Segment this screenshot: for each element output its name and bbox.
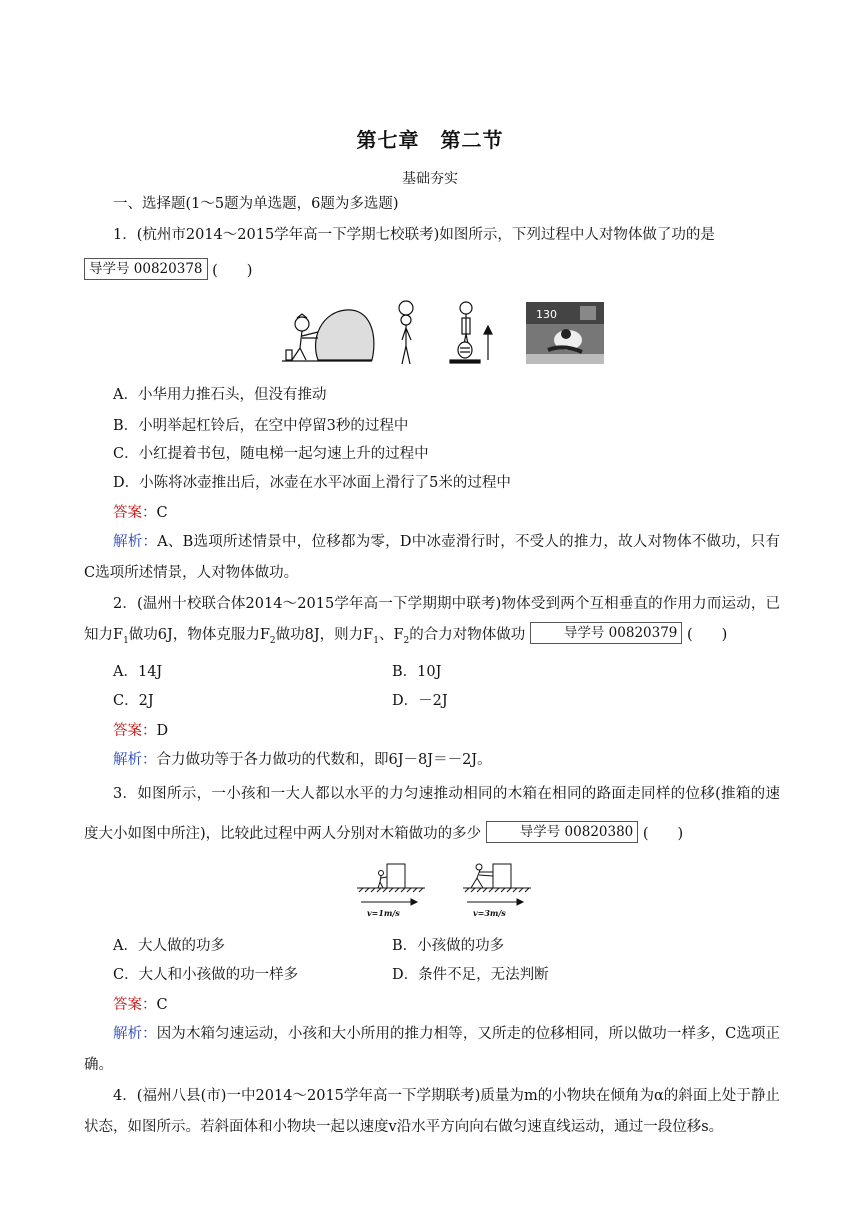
- page-subtitle: 基础夯实: [402, 171, 458, 187]
- curling-board-number: 130: [536, 308, 557, 321]
- q3-paren: ( ): [642, 826, 684, 842]
- analysis-label: 解析：: [113, 1026, 157, 1042]
- q1-guide-number: 导学号 00820378: [84, 258, 208, 280]
- q2-guide-number: 导学号 00820379: [530, 622, 683, 644]
- q3-label-child: v=1m/s: [367, 908, 400, 918]
- q3-option-d: D．条件不足，无法判断: [392, 967, 549, 983]
- q2-option-b: B．10J: [392, 664, 442, 680]
- answer-value: C: [156, 997, 168, 1013]
- q2-stem: [84, 589, 780, 657]
- scene-adult-push: [463, 864, 531, 905]
- q3-label-adult: v=3m/s: [473, 908, 506, 918]
- q3-option-a: A．大人做的功多: [113, 938, 225, 954]
- q2-stem-part: 做功8J，则力F: [275, 627, 374, 643]
- q3-analysis: [84, 1019, 780, 1081]
- q2-analysis: [113, 750, 492, 770]
- q2-stem-part: 做功6J，物体克服力F: [128, 627, 270, 643]
- analysis-text: 因为木箱匀速运动，小孩和大小所用的推力相等，又所走的位移相同，所以做功一样多，C选项正确。: [84, 1026, 781, 1073]
- q2-paren: ( ): [687, 627, 728, 643]
- q3-stem: [84, 774, 780, 854]
- scene-child-push: [357, 864, 425, 905]
- answer-label: 答案：: [113, 997, 157, 1013]
- scene-carry-bag: [450, 302, 492, 363]
- q1-stem: 1．(杭州市2014～2015学年高一下学期七校联考)如图所示，下列过程中人对物体做了功的是: [113, 227, 715, 243]
- q1-option-d: D．小陈将冰壶推出后，冰壶在水平冰面上滑行了5米的过程中: [113, 475, 511, 491]
- page-title: 第七章 第二节: [356, 128, 504, 152]
- subscript: 1: [373, 635, 379, 646]
- subscript: 2: [269, 635, 276, 646]
- q3-option-b: B．小孩做的功多: [392, 938, 505, 954]
- q1-option-b: B．小明举起杠铃后，在空中停留3秒的过程中: [113, 418, 409, 434]
- answer-value: D: [156, 723, 169, 739]
- analysis-text: A、B选项所述情景中，位移都为零，D中冰壶滑行时，不受人的推力，故人对物体不做功，只有C选项所述情景，人对物体做功。: [84, 534, 781, 581]
- section-heading: 一、选择题(1～5题为单选题，6题为多选题): [113, 196, 399, 212]
- analysis-label: 解析：: [113, 752, 157, 768]
- q1-guide-row: [84, 260, 252, 282]
- q1-option-c: C．小红提着书包，随电梯一起匀速上升的过程中: [113, 446, 429, 462]
- q3-guide-number: 导学号 00820380: [486, 821, 639, 843]
- q2-stem-part: 、F: [378, 627, 404, 643]
- q2-option-a: A．14J: [113, 664, 163, 680]
- answer-label: 答案：: [113, 505, 157, 521]
- subscript: 2: [403, 635, 410, 646]
- q2-option-d: D．－2J: [392, 693, 448, 709]
- q2-option-c: C．2J: [113, 693, 154, 709]
- q4-stem: 4．(福州八县(市)一中2014～2015学年高一下学期联考)质量为m的小物块在倾角为α的斜面上处于静止状态，如图所示。若斜面体和小物块一起以速度v沿水平方向向右做匀速直线运动，通过一段位移s。: [84, 1088, 780, 1135]
- answer-value: C: [156, 505, 168, 521]
- subscript: 1: [123, 635, 129, 646]
- analysis-text: 合力做功等于各力做功的代数和，即6J－8J＝－2J。: [156, 752, 492, 768]
- analysis-label: 解析：: [113, 534, 158, 550]
- q3-figure: [355, 858, 535, 920]
- scene-hold-barbell: [399, 301, 413, 364]
- q1-figure: [280, 298, 610, 368]
- q3-stem-text: 3．如图所示，一小孩和一大人都以水平的力匀速推动相同的木箱在相同的路面走同样的位移(推箱的速度大小如图中所注)，比较此过程中两人分别对木箱做功的多少: [84, 786, 780, 842]
- q1-option-a: A．小华用力推石头，但没有推动: [113, 387, 327, 403]
- q2-stem-part: 的合力对物体做功: [409, 627, 526, 643]
- q1-analysis: [84, 527, 780, 589]
- answer-label: 答案：: [113, 723, 157, 739]
- q2-answer: [113, 721, 168, 741]
- scene-curling-photo: [526, 302, 604, 364]
- q3-answer: [113, 995, 168, 1015]
- q1-answer: [113, 503, 168, 523]
- q1-paren: ( ): [212, 263, 253, 279]
- scene-push-rock: [282, 310, 374, 361]
- q3-option-c: C．大人和小孩做的功一样多: [113, 967, 299, 983]
- q2-stem-part: 2．(温州十校联合体2014～2015学年高一下学期期中联考)物体受到两个互相垂直的作用力而运动，已知力F: [84, 596, 780, 643]
